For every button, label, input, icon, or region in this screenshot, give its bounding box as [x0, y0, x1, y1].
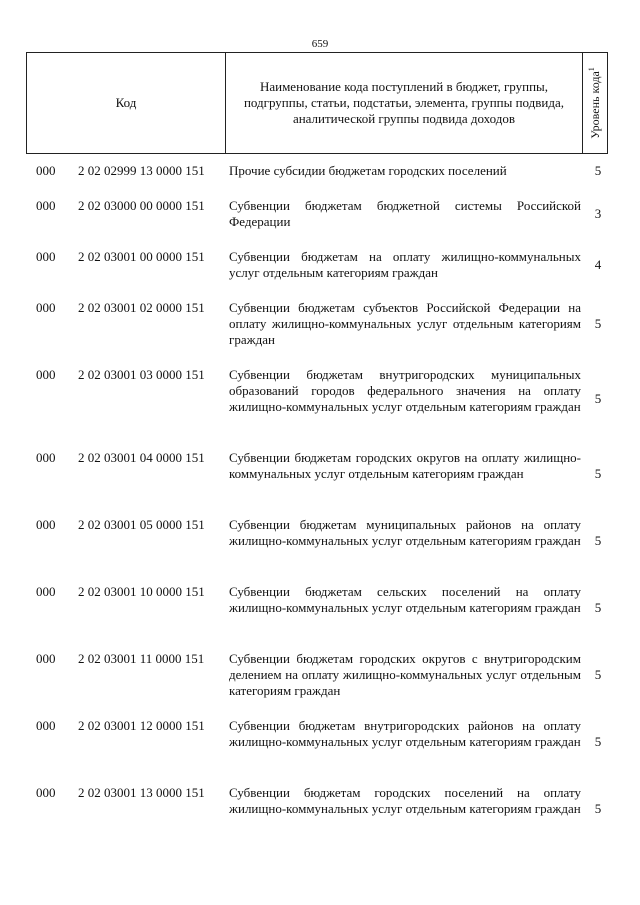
row-revenue-code: 2 02 03001 12 0000 151	[78, 718, 205, 733]
table-row	[0, 718, 640, 766]
row-revenue-code: 2 02 03001 13 0000 151	[78, 785, 205, 800]
table-row	[0, 584, 640, 632]
row-level: 5	[594, 466, 602, 481]
row-admin-code: 000	[36, 249, 56, 264]
row-revenue-code: 2 02 02999 13 0000 151	[78, 163, 205, 178]
row-revenue-code: 2 02 03001 04 0000 151	[78, 450, 205, 465]
row-level: 5	[594, 600, 602, 615]
table-row	[0, 198, 640, 230]
row-revenue-code: 2 02 03001 03 0000 151	[78, 367, 205, 382]
row-admin-code: 000	[36, 300, 56, 315]
row-revenue-code: 2 02 03001 00 0000 151	[78, 249, 205, 264]
row-admin-code: 000	[36, 163, 56, 178]
row-revenue-code: 2 02 03001 05 0000 151	[78, 517, 205, 532]
row-name: Субвенции бюджетам муниципальных районов на оплату жилищно-коммунальных услуг отдельным категориям граждан	[229, 517, 581, 548]
table-row	[0, 300, 640, 348]
row-admin-code: 000	[36, 718, 56, 733]
row-name: Субвенции бюджетам городских поселений на оплату жилищно-коммунальных услуг отдельным категориям граждан	[229, 785, 581, 816]
row-name: Субвенции бюджетам городских округов на оплату жилищно-коммунальных услуг отдельным категориям граждан	[229, 450, 581, 481]
row-name: Субвенции бюджетам городских округов с внутригородским делением на оплату жилищно-коммунальных услуг отдельным категориям граждан	[229, 651, 581, 698]
row-name: Субвенции бюджетам сельских поселений на оплату жилищно-коммунальных услуг отдельным категориям граждан	[229, 584, 581, 615]
row-revenue-code: 2 02 03001 11 0000 151	[78, 651, 205, 666]
row-level: 5	[594, 533, 602, 548]
row-name: Прочие субсидии бюджетам городских поселений	[229, 163, 507, 178]
row-name: Субвенции бюджетам субъектов Российской Федерации на оплату жилищно-коммунальных услуг отдельным категориям граждан	[229, 300, 581, 347]
table-row	[0, 651, 640, 699]
row-level: 3	[594, 206, 602, 221]
header-name: Наименование кода поступлений в бюджет, группы, подгруппы, статьи, подстатьи, элемента, группы подвида, аналитической группы подвида доходов	[226, 53, 583, 153]
row-level: 5	[594, 801, 602, 816]
row-admin-code: 000	[36, 785, 56, 800]
row-revenue-code: 2 02 03001 10 0000 151	[78, 584, 205, 599]
table-row	[0, 517, 640, 565]
row-admin-code: 000	[36, 198, 56, 213]
row-name: Субвенции бюджетам бюджетной системы Российской Федерации	[229, 198, 581, 229]
row-admin-code: 000	[36, 367, 56, 382]
row-name: Субвенции бюджетам на оплату жилищно-коммунальных услуг отдельным категориям граждан	[229, 249, 581, 280]
header-code: Код	[27, 53, 226, 153]
row-level: 5	[594, 316, 602, 331]
header-level-text: Уровень кода	[588, 71, 602, 139]
row-revenue-code: 2 02 03001 02 0000 151	[78, 300, 205, 315]
table-row	[0, 450, 640, 498]
table-row	[0, 249, 640, 281]
row-name: Субвенции бюджетам внутригородских муниципальных образований городов федерального значения на оплату жилищно-коммунальных услуг отдельным категориям граждан	[229, 367, 581, 414]
row-level: 4	[594, 257, 602, 272]
row-name: Субвенции бюджетам внутригородских районов на оплату жилищно-коммунальных услуг отдельным категориям граждан	[229, 718, 581, 749]
row-admin-code: 000	[36, 450, 56, 465]
table-row	[0, 163, 640, 179]
row-admin-code: 000	[36, 584, 56, 599]
table-row	[0, 367, 640, 431]
row-revenue-code: 2 02 03000 00 0000 151	[78, 198, 205, 213]
row-level: 5	[594, 667, 602, 682]
row-level: 5	[594, 391, 602, 406]
table-row	[0, 785, 640, 833]
row-admin-code: 000	[36, 651, 56, 666]
row-level: 5	[594, 163, 602, 178]
row-level: 5	[594, 734, 602, 749]
row-admin-code: 000	[36, 517, 56, 532]
page-number: 659	[311, 38, 329, 50]
header-level-footnote: 1	[587, 67, 596, 72]
